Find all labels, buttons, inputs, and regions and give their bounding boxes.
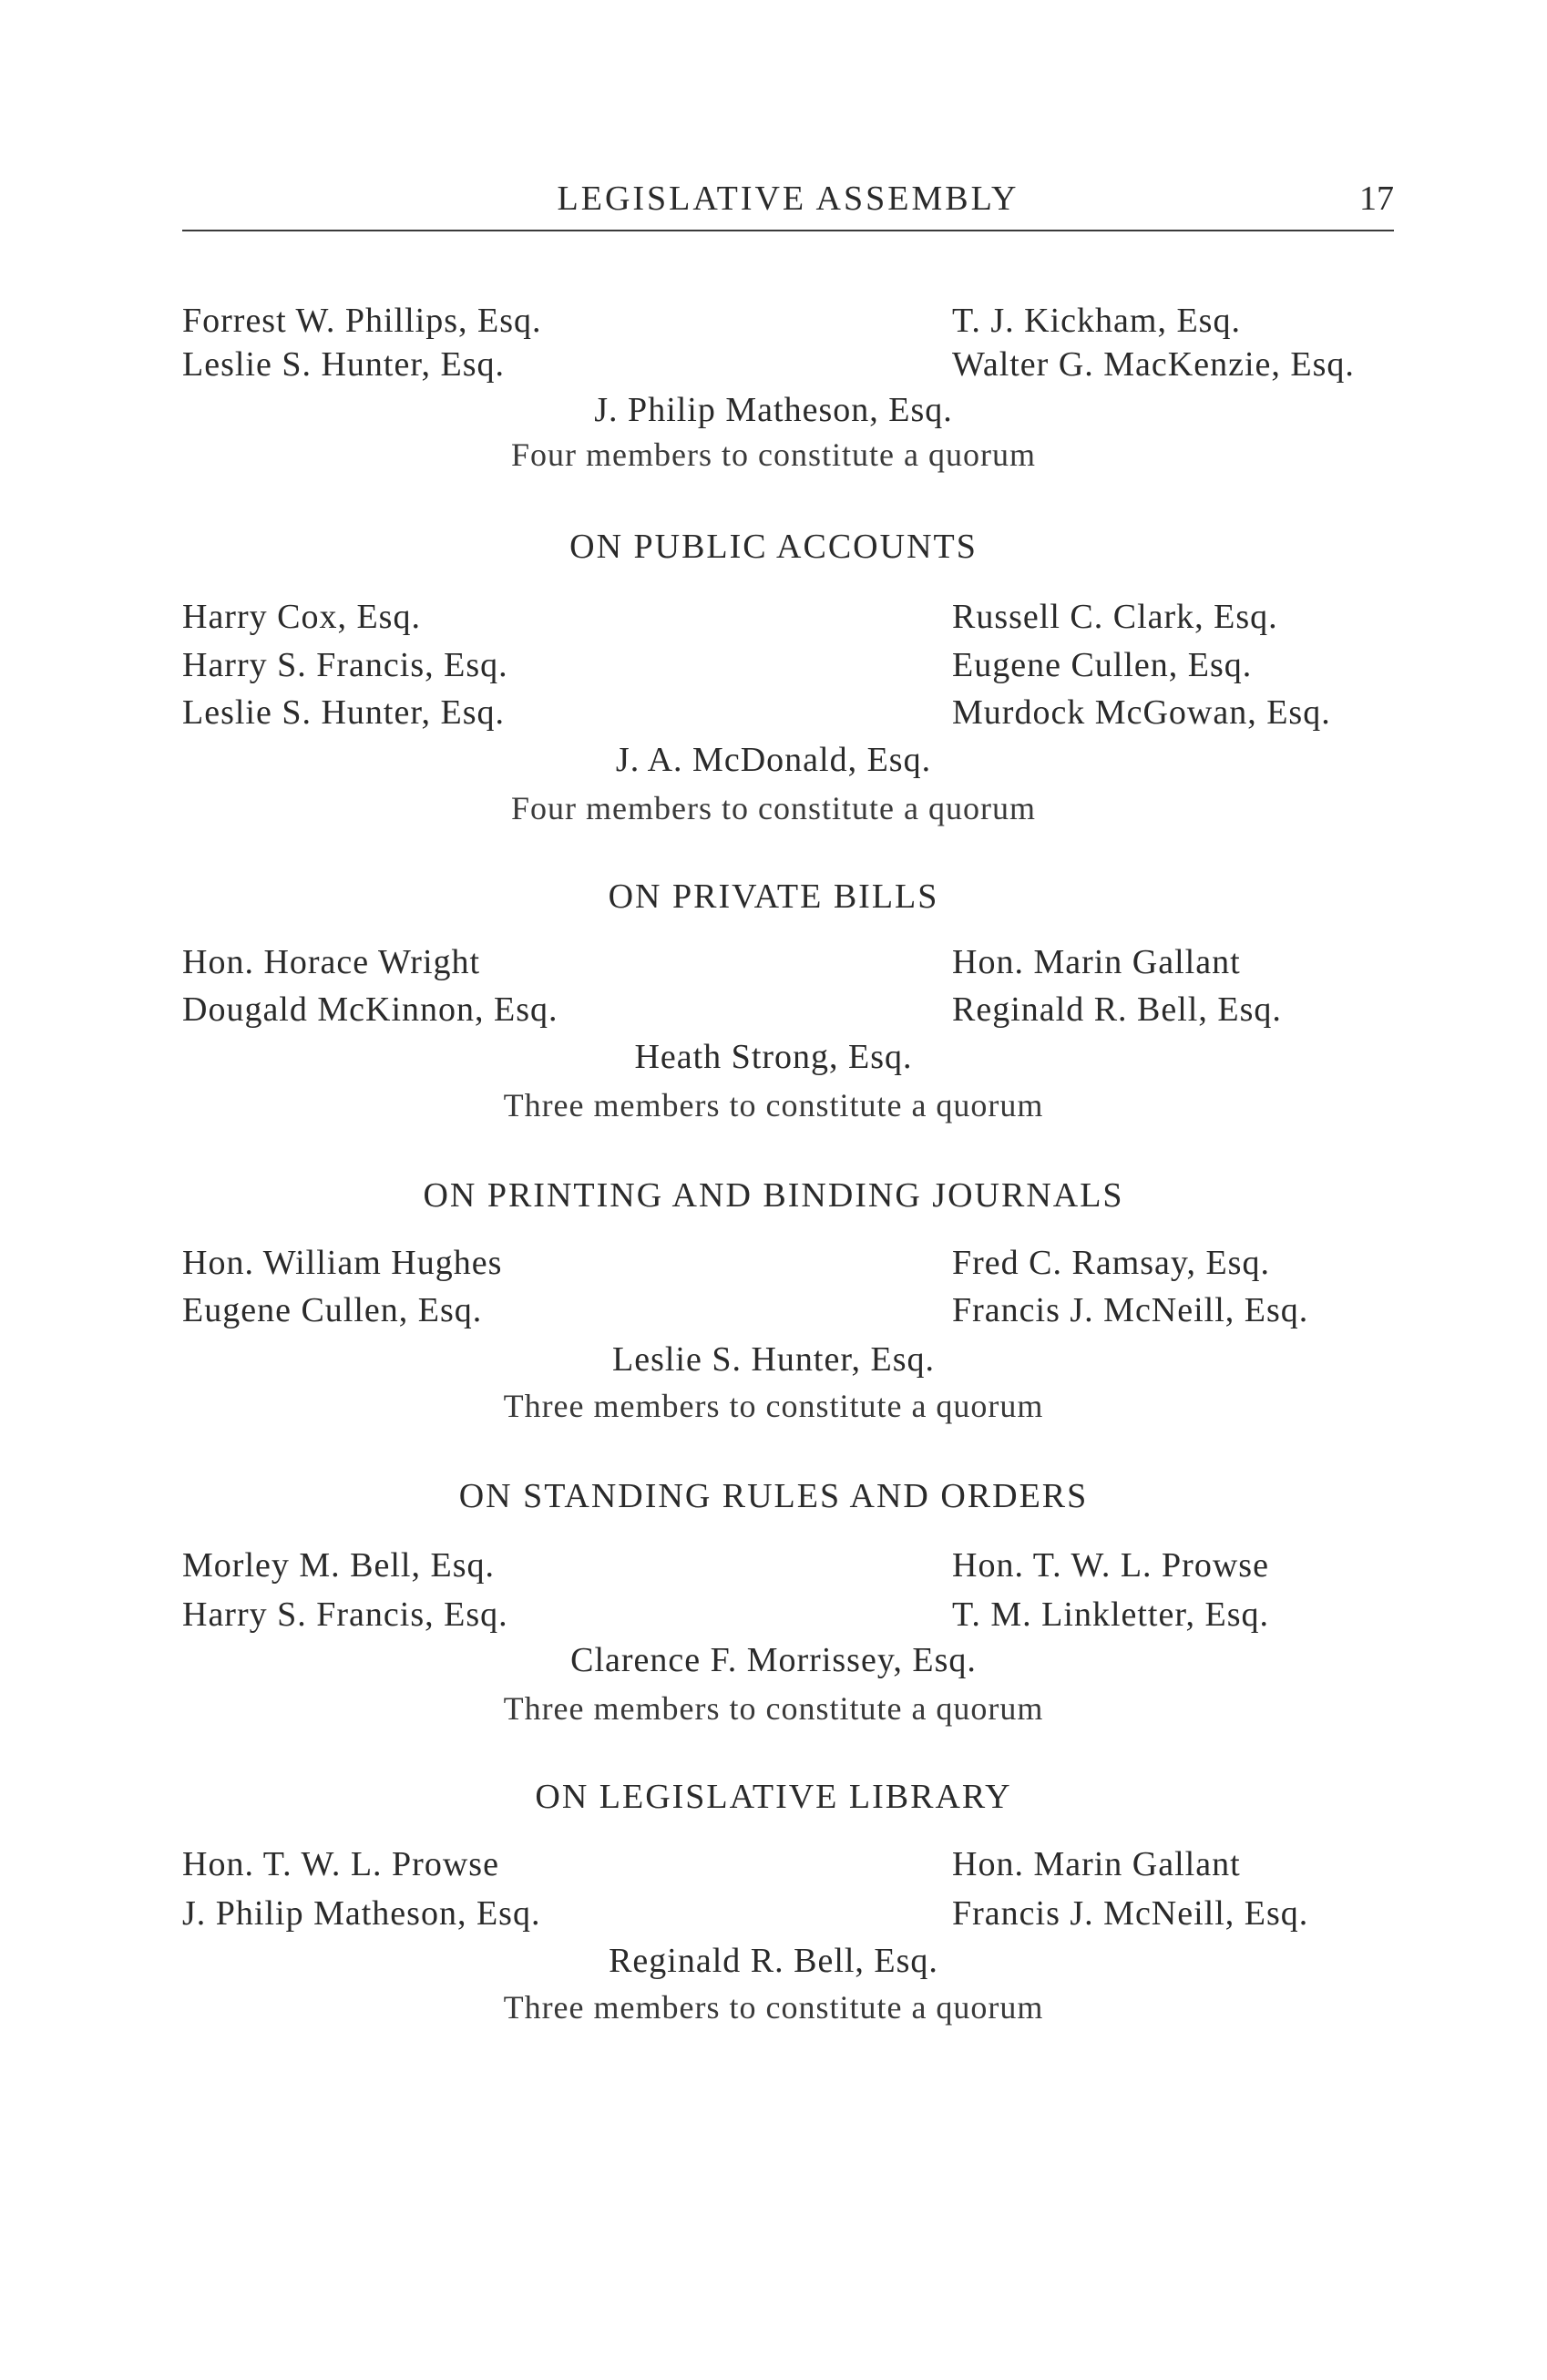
member-name: Eugene Cullen, Esq. [952, 646, 1253, 684]
member-name: J. Philip Matheson, Esq. [594, 391, 953, 429]
member-name: Francis J. McNeill, Esq. [952, 1291, 1309, 1329]
page-number: 17 [1359, 180, 1394, 218]
member-name: Clarence F. Morrissey, Esq. [570, 1641, 977, 1679]
member-name: Leslie S. Hunter, Esq. [182, 693, 505, 732]
member-name: Reginald R. Bell, Esq. [609, 1942, 938, 1980]
member-name: Hon. Horace Wright [182, 943, 481, 981]
member-name: Leslie S. Hunter, Esq. [612, 1340, 935, 1379]
member-name: Reginald R. Bell, Esq. [952, 990, 1282, 1029]
member-name: Hon. T. W. L. Prowse [182, 1845, 499, 1883]
member-name: Fred C. Ramsay, Esq. [952, 1244, 1270, 1282]
member-name: Eugene Cullen, Esq. [182, 1291, 483, 1329]
member-name: Murdock McGowan, Esq. [952, 693, 1331, 732]
quorum-note: Four members to constitute a quorum [511, 436, 1036, 473]
member-name: Hon. William Hughes [182, 1244, 503, 1282]
running-header [182, 179, 1394, 231]
committee-heading: ON PRIVATE BILLS [608, 877, 939, 916]
member-name: Harry Cox, Esq. [182, 598, 421, 636]
committee-heading: ON PUBLIC ACCOUNTS [569, 528, 978, 566]
committee-heading: ON STANDING RULES AND ORDERS [458, 1477, 1089, 1515]
quorum-note: Three members to constitute a quorum [503, 1690, 1044, 1727]
member-name: Walter G. MacKenzie, Esq. [952, 345, 1355, 384]
member-name: Heath Strong, Esq. [634, 1038, 913, 1076]
member-name: T. M. Linkletter, Esq. [952, 1595, 1269, 1634]
member-name: Hon. Marin Gallant [952, 1845, 1241, 1883]
member-name: J. A. McDonald, Esq. [615, 741, 932, 779]
quorum-note: Three members to constitute a quorum [503, 1989, 1044, 2026]
quorum-note: Three members to constitute a quorum [503, 1087, 1044, 1123]
member-name: Francis J. McNeill, Esq. [952, 1894, 1309, 1933]
member-name: Hon. Marin Gallant [952, 943, 1241, 981]
member-name: Leslie S. Hunter, Esq. [182, 345, 505, 384]
member-name: Harry S. Francis, Esq. [182, 1595, 508, 1634]
member-name: Morley M. Bell, Esq. [182, 1546, 495, 1585]
quorum-note: Three members to constitute a quorum [503, 1388, 1044, 1424]
quorum-note: Four members to constitute a quorum [511, 790, 1036, 826]
member-name: Forrest W. Phillips, Esq. [182, 302, 542, 340]
running-title: LEGISLATIVE ASSEMBLY [557, 180, 1019, 218]
committee-heading: ON PRINTING AND BINDING JOURNALS [423, 1176, 1124, 1215]
committee-heading: ON LEGISLATIVE LIBRARY [535, 1778, 1012, 1816]
member-name: Dougald McKinnon, Esq. [182, 990, 558, 1029]
member-name: Hon. T. W. L. Prowse [952, 1546, 1269, 1585]
member-name: J. Philip Matheson, Esq. [182, 1894, 541, 1933]
member-name: Harry S. Francis, Esq. [182, 646, 508, 684]
member-name: T. J. Kickham, Esq. [952, 302, 1241, 340]
member-name: Russell C. Clark, Esq. [952, 598, 1278, 636]
